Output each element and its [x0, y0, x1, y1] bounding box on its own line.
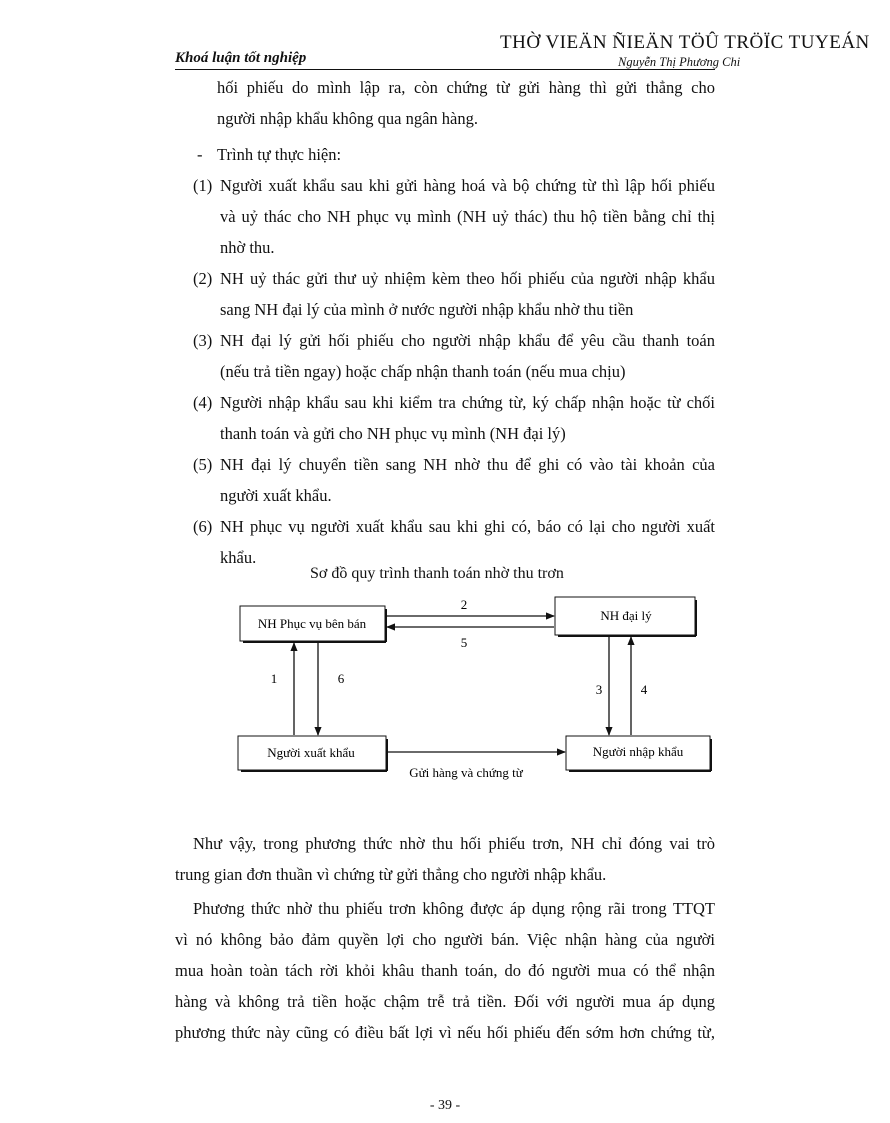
step-line: NH đại lý chuyển tiền sang NH nhờ thu để ghi có vào tài khoản của: [220, 455, 715, 474]
page-number: - 39 -: [429, 1098, 461, 1113]
closing-p2-line-2: vì nó không bảo đảm quyền lợi cho người bán. Việc nhận hàng của người: [175, 930, 715, 949]
procedure-dash: -: [197, 145, 203, 164]
intro-line-1: hối phiếu do mình lập ra, còn chứng từ gửi hàng thì gửi thẳng cho: [217, 78, 715, 97]
step-line: khẩu.: [220, 548, 257, 567]
node-exporter: [238, 736, 387, 771]
closing-p2-line-3: mua hoàn toàn tách rời khỏi khâu thanh toán, do đó người mua có thể nhận: [175, 961, 715, 980]
closing-p1-line-2: trung gian đơn thuần vì chứng từ gửi thẳng cho người nhập khẩu.: [175, 865, 607, 884]
step-number: (6): [193, 517, 213, 536]
procedure-label: Trình tự thực hiện:: [217, 145, 342, 164]
step-line: người xuất khẩu.: [220, 486, 332, 505]
step-number: (2): [193, 269, 213, 288]
closing-p2-line-5: phương thức này cũng có điều bất lợi vì nếu hối phiếu đến sớm hơn chứng từ,: [175, 1023, 715, 1042]
diagram-title: Sơ đồ quy trình thanh toán nhờ thu trơn: [310, 565, 564, 582]
node-label: Người xuất khẩu: [267, 745, 355, 760]
closing-p1-line-1: Như vậy, trong phương thức nhờ thu hối phiếu trơn, NH chỉ đóng vai trò: [193, 834, 715, 853]
closing-p2-line-1: Phương thức nhờ thu phiếu trơn không được áp dụng rộng rãi trong TTQT: [193, 899, 715, 918]
step-line: sang NH đại lý của mình ở nước người nhập khẩu nhờ thu tiền: [220, 300, 634, 319]
step-number: (4): [193, 393, 213, 412]
step-line: thanh toán và gửi cho NH phục vụ mình (NH đại lý): [220, 424, 566, 443]
arrow-label-6: 6: [337, 671, 345, 686]
node-label: NH Phục vụ bên bán: [257, 616, 367, 631]
arrow-label-4: 4: [640, 682, 648, 697]
header-thesis-title: Khoá luận tốt nghiệp: [175, 50, 307, 66]
node-importer: [566, 736, 711, 771]
step-line: Người xuất khẩu sau khi gửi hàng hoá và bộ chứng từ thì lập hối phiếu: [220, 176, 715, 195]
step-number: (1): [193, 176, 213, 195]
step-line: NH uỷ thác gửi thư uỷ nhiệm kèm theo hối phiếu của người nhập khẩu: [220, 269, 715, 288]
node-agent-bank: [555, 597, 696, 636]
node-label: Người nhập khẩu: [592, 744, 684, 759]
intro-line-2: người nhập khẩu không qua ngân hàng.: [217, 109, 478, 128]
arrow-label-5: 5: [460, 635, 468, 650]
step-line: (nếu trả tiền ngay) hoặc chấp nhận thanh toán (nếu mua chịu): [220, 362, 626, 381]
step-number: (3): [193, 331, 213, 350]
arrow-label-3: 3: [595, 682, 603, 697]
step-line: và uỷ thác cho NH phục vụ mình (NH uỷ thác) thu hộ tiền bằng chỉ thị: [220, 207, 715, 226]
header-author: Nguyễn Thị Phương Chi: [618, 55, 741, 69]
step-line: NH phục vụ người xuất khẩu sau khi ghi có, báo có lại cho người xuất: [220, 517, 715, 536]
step-number: (5): [193, 455, 213, 474]
node-label: NH đại lý: [600, 608, 652, 623]
arrow-label-2: 2: [460, 597, 468, 612]
closing-p2-line-4: hàng và không trả tiền hoặc chậm trễ trả tiền. Đối với người mua áp dụng: [175, 992, 715, 1011]
node-seller-bank: [240, 606, 386, 642]
arrow-label-1: 1: [270, 671, 278, 686]
step-line: NH đại lý gửi hối phiếu cho người nhập khẩu để yêu cầu thanh toán: [220, 331, 715, 350]
watermark-text: THỜ VIEÄN ÑIEÄN TÖÛ TRÖÏC TUYEÁN: [500, 32, 870, 53]
arrow-label-goods: Gửi hàng và chứng từ: [409, 765, 523, 780]
step-line: nhờ thu.: [220, 238, 275, 257]
step-line: Người nhập khẩu sau khi kiểm tra chứng từ, ký chấp nhận hoặc từ chối: [220, 393, 715, 412]
